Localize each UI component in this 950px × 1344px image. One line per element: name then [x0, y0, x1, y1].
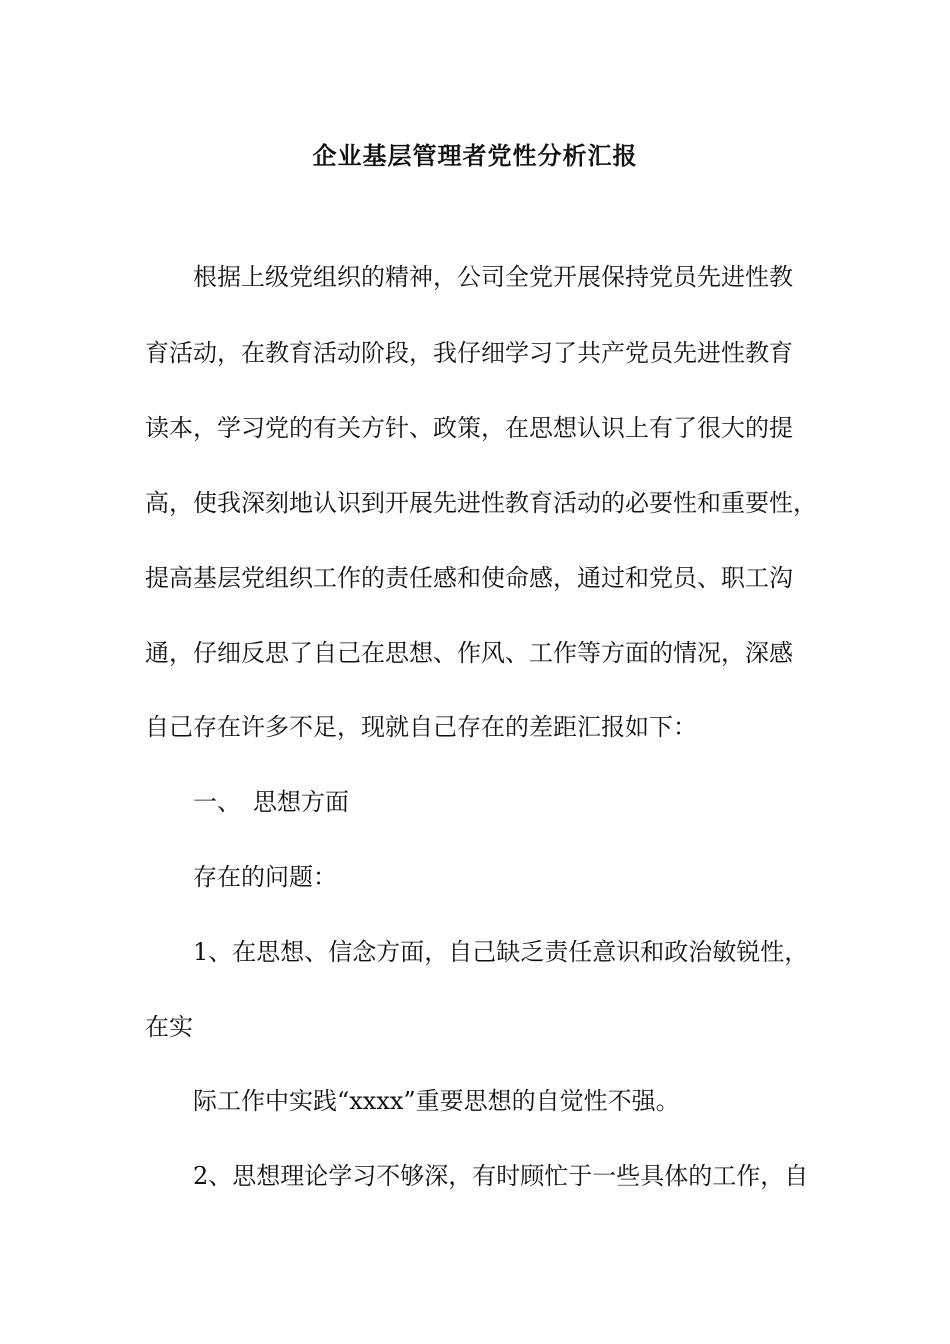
paragraph-line: 读本，学习党的有关方针、政策，在思想认识上有了很大的提 — [145, 414, 793, 442]
paragraph-line: 自己存在许多不足，现就自己存在的差距汇报如下： — [145, 713, 697, 741]
paragraph-line: 提高基层党组织工作的责任感和使命感，通过和党员、职工沟 — [145, 564, 793, 592]
list-item-line: 在实 — [145, 1013, 193, 1041]
problems-label: 存在的问题： — [193, 863, 337, 891]
section-number: 一、 — [193, 788, 241, 816]
paragraph-line: 根据上级党组织的精神，公司全党开展保持党员先进性教 — [193, 263, 793, 291]
section-heading-text: 思想方面 — [253, 788, 349, 816]
list-item-line: 2、思想理论学习不够深，有时顾忙于一些具体的工作，自 — [193, 1162, 809, 1190]
list-item-line: 1、在思想、信念方面，自己缺乏责任意识和政治敏锐性， — [193, 938, 809, 966]
paragraph-line: 高，使我深刻地认识到开展先进性教育活动的必要性和重要性， — [145, 489, 817, 517]
document-title: 企业基层管理者党性分析汇报 — [312, 141, 638, 170]
section-heading — [193, 786, 349, 818]
paragraph-line: 通，仔细反思了自己在思想、作风、工作等方面的情况，深感 — [145, 639, 793, 667]
list-item-line: 际工作中实践“xxxx”重要思想的自觉性不强。 — [193, 1087, 680, 1115]
paragraph-line: 育活动，在教育活动阶段，我仔细学习了共产党员先进性教育 — [145, 339, 793, 367]
